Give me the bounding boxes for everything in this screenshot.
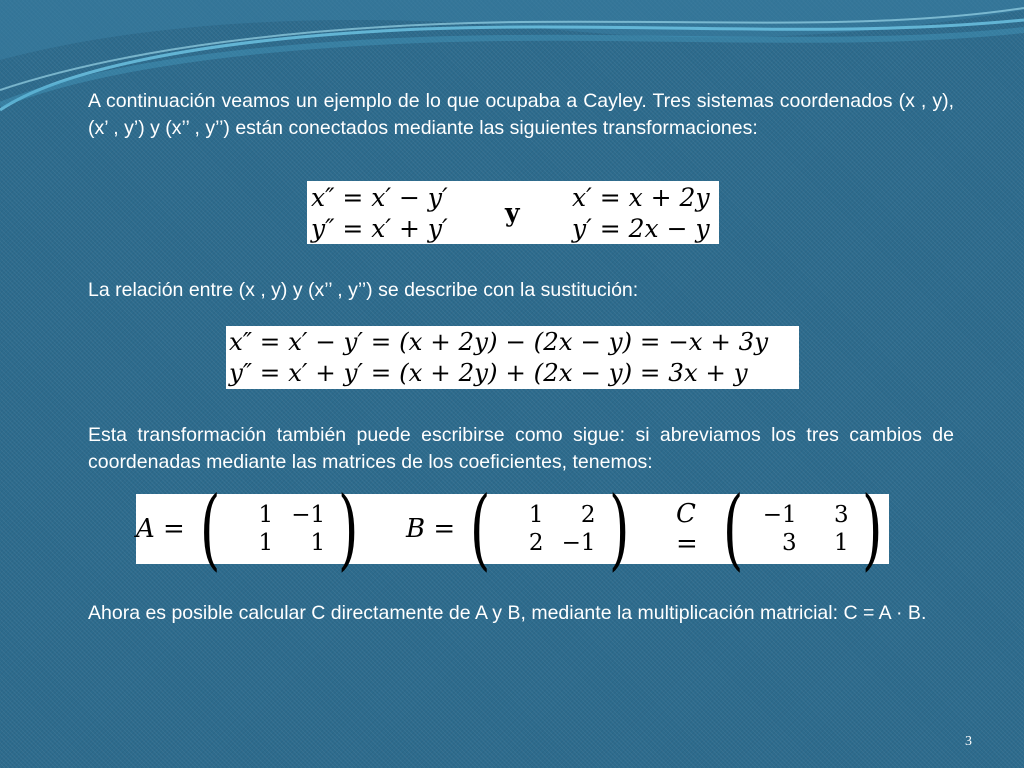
- matrix-c-cell: 3: [834, 502, 849, 528]
- eq-connector: y: [505, 198, 520, 227]
- eq-right-line2: y′ = 2x − y: [572, 214, 710, 243]
- eq2-line2: y″ = x′ + y′ = (x + 2y) + (2x − y) = 3x + y: [229, 358, 748, 387]
- matrix-a-cell: 1: [258, 502, 274, 528]
- matrix-a-name: A =: [136, 514, 185, 544]
- eq-left-line1: x″ = x′ − y′: [311, 183, 448, 212]
- matrices-box: [136, 477, 889, 580]
- matrix-a-cell: 1: [310, 530, 326, 556]
- matrix-b-cell: 2: [580, 502, 596, 528]
- intro-paragraph: A continuación veamos un ejemplo de lo que ocupaba a Cayley. Tres sistemas coordenados (x , y), (x’ , y’) y (x’’ , y’’) están conectados mediante las siguientes transformaciones:: [88, 90, 954, 139]
- matrix-a: A = ( 1 −1 1 1 ): [136, 477, 359, 580]
- conclusion-paragraph: Ahora es posible calcular C directamente de A y B, mediante la multiplicación matricial: C = A · B.: [88, 602, 927, 624]
- matrix-b-cell: 2: [528, 530, 544, 556]
- matrix-b-cell: −1: [561, 530, 596, 556]
- matrix-b-cell: 1: [528, 502, 544, 528]
- matrix-c-cell: 3: [782, 530, 797, 556]
- matrix-c-cell: 1: [834, 530, 849, 556]
- matrix-b-name: B =: [406, 514, 456, 544]
- relation-paragraph: La relación entre (x , y) y (x’’ , y’’) se describe con la sustitución:: [88, 279, 639, 301]
- matrix-b: B = ( 1 2 2 −1 ): [406, 477, 629, 580]
- matrix-c-cell: −1: [762, 502, 797, 528]
- page-number: 3: [965, 734, 972, 749]
- equations-box-2: [226, 326, 799, 389]
- eq-right-line1: x′ = x + 2y: [572, 183, 710, 212]
- eq2-line1: x″ = x′ − y′ = (x + 2y) − (2x − y) = −x + 3y: [229, 327, 769, 356]
- abbrev-paragraph: Esta transformación también puede escribirse como sigue: si abreviamos los tres cambios de coordenadas mediante las matrices de los coeficientes, tenemos:: [88, 424, 954, 473]
- matrix-c: C = ( −1 3 3 1 ): [676, 477, 883, 580]
- matrix-a-cell: −1: [291, 502, 326, 528]
- eq-left-line2: y″ = x′ + y′: [311, 214, 448, 243]
- equations-box-1: [307, 181, 719, 244]
- matrix-c-name: C =: [676, 499, 698, 559]
- matrix-a-cell: 1: [258, 530, 274, 556]
